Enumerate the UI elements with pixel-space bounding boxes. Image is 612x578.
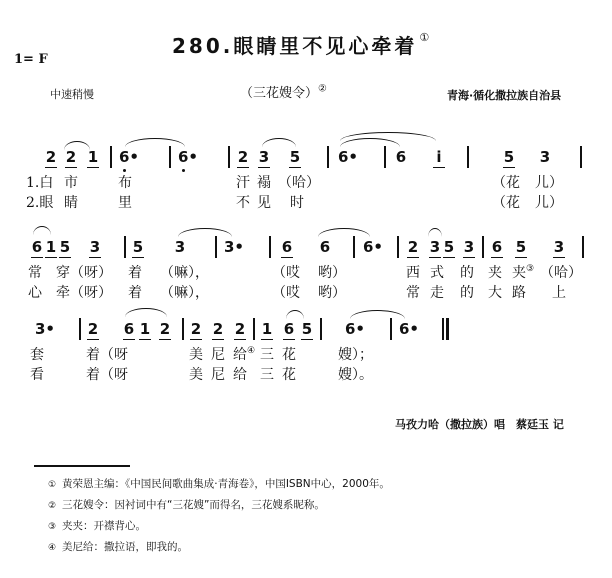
performer-credit: 马孜力哈（撒拉族）唱 蔡廷玉 记: [395, 418, 564, 431]
lyric: 的: [460, 285, 474, 301]
note: 5: [443, 238, 455, 256]
lyric: 花: [282, 367, 296, 383]
lyric: 2.眼: [26, 195, 54, 211]
note: 6: [395, 148, 407, 166]
lyric: 美: [189, 367, 203, 383]
lyric: 穿（呀）: [56, 265, 112, 281]
lyric: 时: [290, 195, 304, 211]
note: 2: [212, 320, 224, 338]
footnote-marker-4: ④: [247, 346, 256, 356]
lyric: （哎: [272, 265, 300, 281]
lyric: 给: [233, 367, 247, 383]
note: 3: [258, 148, 270, 166]
note: 1: [45, 238, 57, 256]
note: 2: [190, 320, 202, 338]
footnote-marker-1: ①: [419, 31, 433, 45]
barline: [110, 146, 112, 168]
fermata-note: 6•: [337, 148, 359, 166]
region-label: 青海·循化撒拉族自治县: [447, 89, 562, 102]
note: 6: [283, 320, 295, 338]
lyric: 哟）: [318, 285, 346, 301]
lyric: 路: [512, 285, 526, 301]
footnote-4: ④ 美尼给：撒拉语，即我的。: [48, 541, 188, 553]
note: 6•: [398, 320, 420, 338]
key-signature: 1= F: [14, 52, 48, 67]
lyric: 看: [30, 367, 44, 383]
note: 6•: [118, 148, 140, 166]
lyric: 儿）: [535, 195, 563, 211]
lyric: 的: [460, 265, 474, 281]
note: 5: [132, 238, 144, 256]
footnote-2: ② 三花嫂令：因衬词中有“三花嫂”而得名，三花嫂系昵称。: [48, 499, 325, 511]
tempo-marking: 中速稍慢: [50, 88, 94, 101]
lyric: 大: [488, 285, 502, 301]
lyric: 心: [28, 285, 42, 301]
lyric: 着: [128, 285, 142, 301]
lyric: （花: [492, 195, 520, 211]
lyric: 布: [118, 175, 132, 191]
barline: [215, 236, 217, 258]
barline: [124, 236, 126, 258]
lyric: 三: [260, 367, 274, 383]
note: 3: [539, 148, 551, 166]
note: 2: [407, 238, 419, 256]
note: 6: [491, 238, 503, 256]
lyric: 尼: [211, 367, 225, 383]
note: 1: [261, 320, 273, 338]
lyric: 睛: [64, 195, 78, 211]
lyric: 见: [257, 195, 271, 211]
barline: [390, 318, 392, 340]
lyric: 不: [236, 195, 250, 211]
barline: [353, 236, 355, 258]
lyric: 式: [430, 265, 444, 281]
note: 1: [139, 320, 151, 338]
lyric: 花: [282, 347, 296, 363]
lyric: 嫂）。: [338, 367, 373, 383]
footnote-marker-2: ②: [318, 83, 327, 95]
note: 2: [45, 148, 57, 166]
lyric: 夹: [488, 265, 502, 281]
barline: [320, 318, 322, 340]
lyric: 着: [128, 265, 142, 281]
note: 3: [89, 238, 101, 256]
barline: [228, 146, 230, 168]
barline: [169, 146, 171, 168]
lyric: 走: [430, 285, 444, 301]
footnote-1: ① 黄荣恩主编：《中国民间歌曲集成·青海卷》，中国ISBN中心，2000年。: [48, 478, 390, 490]
lyric: 牵（呀）: [56, 285, 112, 301]
lyric: 尼: [211, 347, 225, 363]
note: 3: [429, 238, 441, 256]
note: 6•: [362, 238, 384, 256]
lyric: 哟）: [318, 265, 346, 281]
note: 2: [159, 320, 171, 338]
footnote-marker-3: ③: [526, 264, 535, 274]
lyric: 套: [30, 347, 44, 363]
barline: [582, 236, 584, 258]
note: 6: [281, 238, 293, 256]
note: 5: [289, 148, 301, 166]
note: 2: [87, 320, 99, 338]
note: 3: [174, 238, 186, 256]
note: 2: [237, 148, 249, 166]
lyric: 常: [28, 265, 42, 281]
lyric: 汗: [236, 175, 250, 191]
lyric: 1.白: [26, 175, 54, 191]
note: 3•: [223, 238, 245, 256]
lyric: 上: [552, 285, 566, 301]
note: 6: [31, 238, 43, 256]
note: 5: [515, 238, 527, 256]
lyric: 美: [189, 347, 203, 363]
note: 2: [65, 148, 77, 166]
lyric: 褟: [257, 175, 271, 191]
lyric: 儿）: [535, 175, 563, 191]
lyric: 西: [406, 265, 420, 281]
lyric: 着（呀: [86, 367, 128, 383]
note: 6•: [177, 148, 199, 166]
lyric: （嘛），: [160, 265, 209, 281]
barline: [482, 236, 484, 258]
note: 5: [301, 320, 313, 338]
barline: [182, 318, 184, 340]
note: 5: [59, 238, 71, 256]
lyric: （哈）: [540, 265, 582, 281]
lyric: 给④: [233, 346, 256, 363]
final-barline: [442, 318, 444, 340]
barline: [397, 236, 399, 258]
barline: [467, 146, 469, 168]
note: 6: [319, 238, 331, 256]
lyric: 着（呀: [86, 347, 128, 363]
barline: [327, 146, 329, 168]
lyric: 嫂）；: [338, 347, 373, 363]
lyric: 常: [406, 285, 420, 301]
lyric: （嘛），: [160, 285, 209, 301]
lyric: 市: [64, 175, 78, 191]
lyric: 夹③: [512, 264, 535, 281]
subtitle: （三花嫂令）②: [240, 83, 327, 101]
barline: [269, 236, 271, 258]
final-barline-thick: [446, 318, 449, 340]
barline: [253, 318, 255, 340]
barline: [384, 146, 386, 168]
lyric: （花: [492, 175, 520, 191]
lyric: （哈）: [278, 175, 320, 191]
note: i: [432, 148, 446, 166]
barline: [79, 318, 81, 340]
song-title: 280.眼睛里不见心牵着 ①: [172, 31, 433, 58]
note: 6•: [344, 320, 366, 338]
lyric: 三: [260, 347, 274, 363]
note: 3•: [34, 320, 56, 338]
note: 3: [463, 238, 475, 256]
lyric: （哎: [272, 285, 300, 301]
note: 5: [503, 148, 515, 166]
footnote-divider: [34, 465, 130, 467]
note: 1: [87, 148, 99, 166]
note: 6: [123, 320, 135, 338]
barline: [580, 146, 582, 168]
footnote-3: ③ 夹夹：开襟背心。: [48, 520, 146, 532]
lyric: 里: [118, 195, 132, 211]
note: 2: [234, 320, 246, 338]
note: 3: [553, 238, 565, 256]
